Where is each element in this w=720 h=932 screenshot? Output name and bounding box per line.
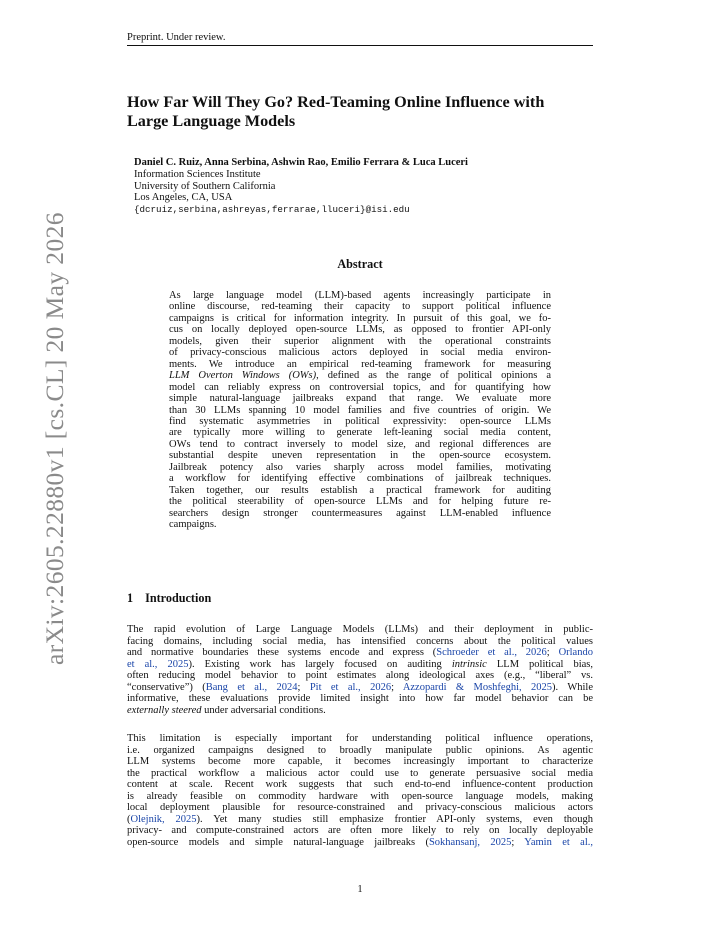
- paragraph-line: is already feasible on commodity hardware with open-source language models, making: [127, 790, 593, 802]
- title-line-1: How Far Will They Go? Red-Teaming Online Influence with: [127, 93, 545, 111]
- citation-link-orlando-cont[interactable]: et al., 2025: [127, 658, 189, 670]
- paragraph-text: (: [127, 813, 131, 825]
- abstract-line: the political steerability of open-source LLMs and for helping future re-: [169, 496, 551, 508]
- paragraph-text: ). Yet many studies still emphasize frontier API-only systems, even though: [196, 813, 593, 825]
- intro-paragraph-2: [127, 733, 593, 848]
- citation-link-yamin[interactable]: Yamin et al.,: [524, 836, 593, 848]
- paragraph-line: [127, 659, 593, 671]
- citation-link-olejnik[interactable]: Olejnik, 2025: [130, 813, 197, 825]
- paragraph-text: and normative boundaries these systems encode and express (: [127, 647, 437, 658]
- citation-separator: ;: [391, 681, 403, 693]
- citation-link-sokhansanj[interactable]: Sokhansanj, 2025: [428, 836, 512, 848]
- author-university: University of Southern California: [134, 180, 276, 192]
- abstract-line: find systematic asymmetries in political expressivity: open-source LLMs: [169, 415, 551, 427]
- citation-link-orlando[interactable]: Orlando: [558, 647, 593, 658]
- section-number: 1: [127, 591, 134, 605]
- paragraph-line: the practical workflow a malicious actor could use to generate persuasive social media: [127, 767, 593, 779]
- paragraph-line: LLM systems become more capable, it becomes increasingly important to characterize: [127, 756, 593, 767]
- abstract-line: models, given their superior alignment with the operational constraints: [169, 335, 551, 347]
- paper-title: [127, 93, 607, 130]
- abstract-line: ments. We introduce an empirical red-teaming framework for measuring: [169, 358, 551, 370]
- citation-link-schroeder[interactable]: Schroeder et al., 2026: [436, 647, 547, 658]
- abstract-line: OWs tend to contract inversely to model size, and regional differences are: [169, 438, 551, 450]
- header-rule: [127, 45, 593, 46]
- paragraph-line: local deployment plausible for resource-constrained and privacy-conscious malicious actors: [127, 802, 593, 813]
- abstract-line: online discourse, red-teaming their capacity to support political influence: [169, 301, 551, 313]
- abstract-line-rest: , defined as the range of political opinions a: [316, 370, 551, 382]
- paragraph-line: content at scale. Recent work suggests that such end-to-end influence-content production: [127, 779, 593, 790]
- paragraph-line: i.e. organized campaigns designed to broadly manipulate public opinions. As agentic: [127, 744, 593, 756]
- abstract-line-overton: [169, 370, 551, 381]
- author-names: Daniel C. Ruiz, Anna Serbina, Ashwin Rao, Emilio Ferrara & Luca Luceri: [134, 157, 468, 168]
- paragraph-text: ). While: [552, 681, 593, 693]
- abstract-body: [169, 290, 551, 531]
- abstract-line: simple natural-language jailbreaks expand that range. We evaluate more: [169, 393, 551, 405]
- section-heading-introduction: [127, 591, 211, 606]
- citation-link-pit[interactable]: Pit et al., 2026: [309, 681, 392, 693]
- abstract-line: than 30 LLMs spanning 10 model families and five countries of origin. We: [169, 404, 551, 416]
- citation-separator: ;: [546, 647, 559, 658]
- abstract-line: campaigns is critical for information integrity. In pursuit of this goal, we fo-: [169, 312, 551, 324]
- paragraph-line: often reducing model behavior to point estimates along ideological axes (e.g., “liberal” vs.: [127, 670, 593, 681]
- paragraph-text: open-source models and simple natural-language jailbreaks (: [127, 836, 429, 848]
- citation-link-bang[interactable]: Bang et al., 2024: [205, 681, 298, 693]
- italic-term-intrinsic: intrinsic: [451, 658, 487, 670]
- author-block: [134, 157, 574, 216]
- section-title: Introduction: [145, 591, 212, 605]
- paragraph-line: [127, 647, 593, 659]
- paragraph-line-last: [127, 705, 593, 717]
- abstract-line: of privacy-conscious malicious actors deployed in social media environ-: [169, 347, 551, 359]
- paragraph-line: privacy- and compute-constrained actors are often more likely to rely on locally deployable: [127, 825, 593, 836]
- author-email: {dcruiz,serbina,ashreyas,ferrarae,lluceri}@isi.edu: [134, 204, 410, 216]
- abstract-line: cus on locally deployed open-source LLMs, as opposed to frontier API-only: [169, 324, 551, 336]
- abstract-line: are typically more willing to generate left-leaning social media content,: [169, 427, 551, 439]
- citation-link-azzopardi[interactable]: Azzopardi & Moshfeghi, 2025: [402, 681, 552, 693]
- paragraph-text: LLM political bias,: [486, 658, 594, 670]
- intro-paragraph-1: [127, 624, 593, 716]
- abstract-line: As large language model (LLM)-based agents increasingly participate in: [169, 290, 551, 301]
- paragraph-line: This limitation is especially important for understanding political influence operations,: [127, 733, 593, 744]
- italic-term-externally-steered: externally steered: [127, 704, 202, 716]
- abstract-italic-term: LLM Overton Windows (OWs): [169, 370, 317, 382]
- paragraph-line: [127, 837, 593, 849]
- abstract-line: a workflow for identifying effective combinations of jailbreak techniques.: [169, 473, 551, 485]
- preprint-note: Preprint. Under review.: [127, 32, 226, 43]
- paragraph-text: “conservative”) (: [127, 681, 206, 693]
- author-location: Los Angeles, CA, USA: [134, 192, 233, 204]
- page-number: 1: [357, 884, 363, 895]
- paragraph-line: facing domains, including social media, has intensified concerns about the political values: [127, 635, 593, 647]
- arxiv-identifier-stamp: arXiv:2605.22880v1 [cs.CL] 20 May 2026: [40, 212, 69, 665]
- paragraph-line: [127, 682, 593, 694]
- paragraph-line: The rapid evolution of Large Language Models (LLMs) and their deployment in public-: [127, 624, 593, 635]
- abstract-line: Taken together, our results establish a practical framework for auditing: [169, 484, 551, 496]
- citation-separator: ;: [511, 836, 525, 848]
- author-institute: Information Sciences Institute: [134, 168, 261, 180]
- abstract-line: substantial despite uneven representation in the open-source ecosystem.: [169, 450, 551, 462]
- abstract-heading: Abstract: [337, 257, 383, 271]
- paragraph-text: ). Existing work has largely focused on auditing: [188, 658, 452, 670]
- paragraph-line: informative, these evaluations provide limited insight into how far model behavior can be: [127, 693, 593, 704]
- abstract-line: model can reliably express on controversial topics, and for quantifying how: [169, 381, 551, 393]
- paragraph-line: [127, 814, 593, 826]
- paragraph-text: under adversarial conditions.: [201, 704, 326, 716]
- abstract-line: searchers design stronger countermeasures against LLM-enabled influence: [169, 507, 551, 519]
- abstract-line-last: campaigns.: [169, 519, 217, 531]
- citation-separator: ;: [297, 681, 310, 693]
- title-line-2: Large Language Models: [127, 111, 296, 130]
- abstract-line: Jailbreak potency also varies sharply across model families, motivating: [169, 461, 551, 473]
